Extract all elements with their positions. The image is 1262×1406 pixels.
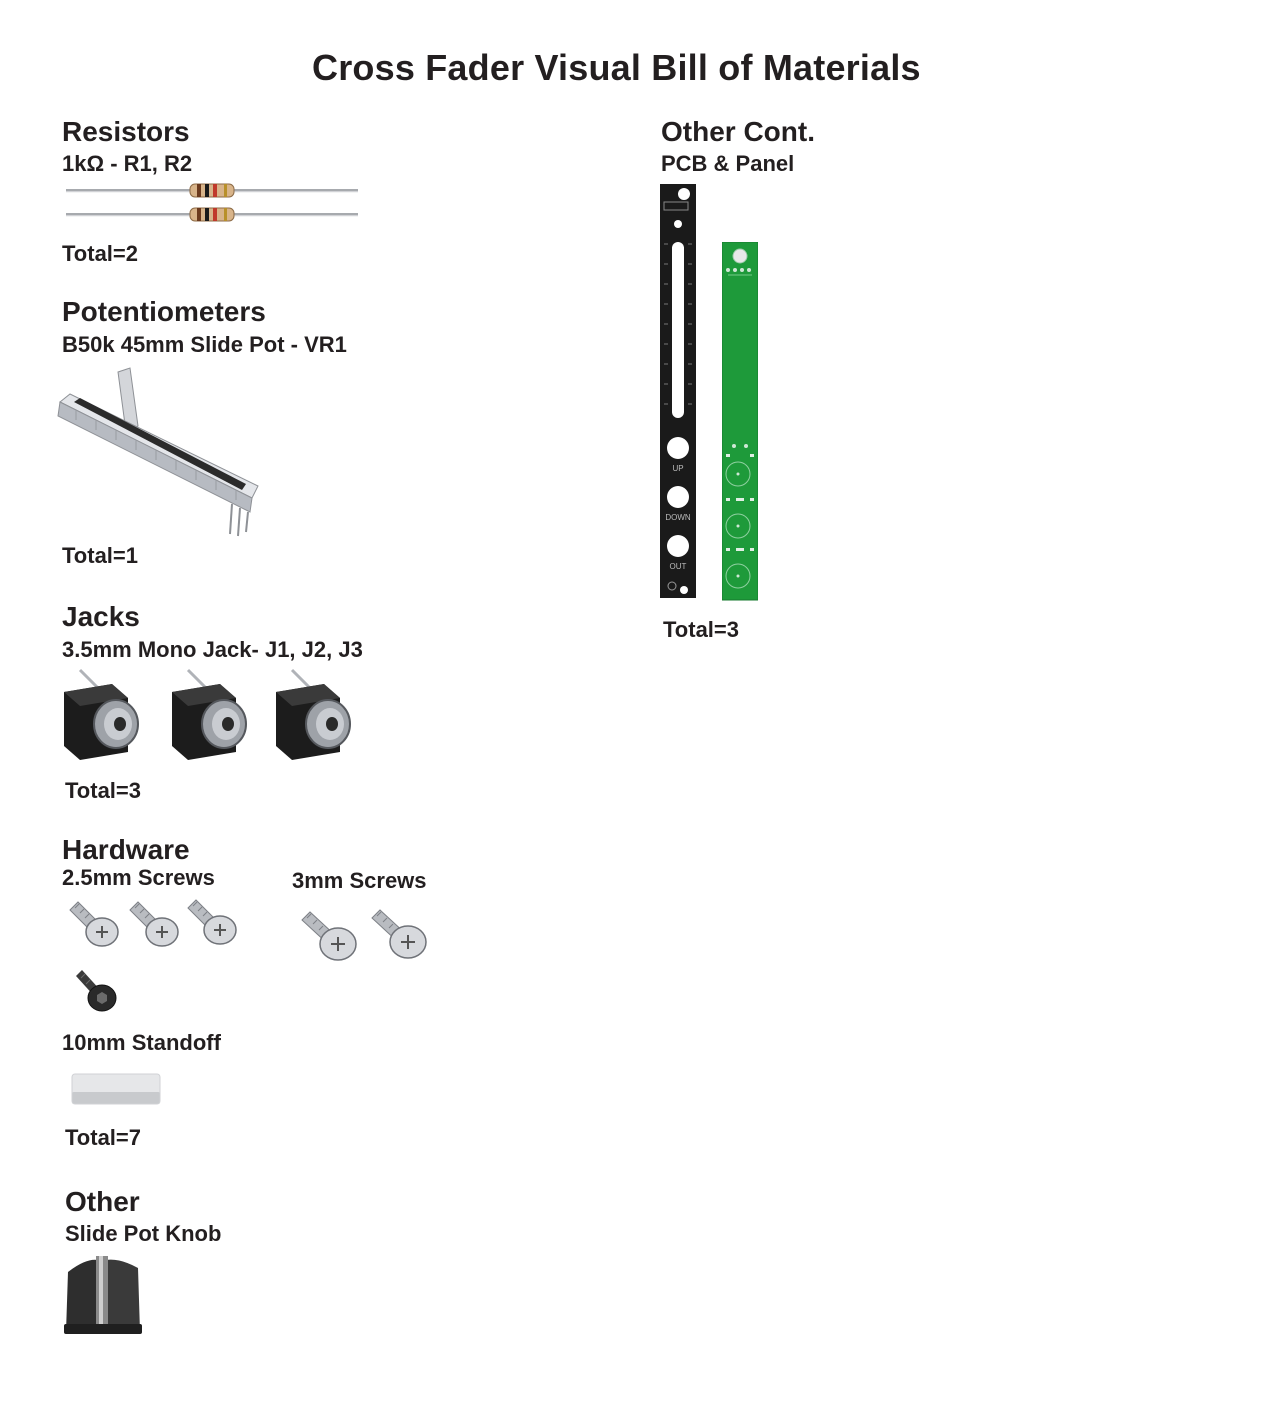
potentiometers-total: Total=1 <box>62 543 139 568</box>
jacks-total: Total=3 <box>65 778 142 803</box>
screw-icon <box>66 896 122 950</box>
panel-label-out: OUT <box>669 562 687 571</box>
mono-jack-icon <box>166 666 254 762</box>
screw-icon <box>298 904 360 966</box>
mono-jack-icon <box>58 666 146 762</box>
slide-potentiometer-icon <box>56 366 262 542</box>
resistors-total: Total=2 <box>62 241 139 266</box>
hex-screw-icon <box>72 966 122 1016</box>
standoff-icon <box>68 1064 166 1114</box>
other-cont-total: Total=3 <box>663 617 740 642</box>
hardware-total: Total=7 <box>65 1125 142 1150</box>
other-item: Slide Pot Knob <box>65 1221 222 1246</box>
jacks-item: 3.5mm Mono Jack- J1, J2, J3 <box>62 637 363 662</box>
screw-icon <box>126 896 182 950</box>
front-panel-icon <box>660 184 696 600</box>
hardware-heading: Hardware <box>62 834 190 865</box>
other-cont-heading: Other Cont. <box>661 116 815 147</box>
jacks-heading: Jacks <box>62 601 140 632</box>
screw-icon <box>368 902 430 964</box>
other-cont-item: PCB & Panel <box>661 151 795 176</box>
resistors-item: 1kΩ - R1, R2 <box>62 151 193 176</box>
resistor-icon <box>66 181 358 225</box>
pcb-icon <box>722 242 758 602</box>
resistors-heading: Resistors <box>62 116 190 147</box>
screw-icon <box>184 894 240 948</box>
other-heading: Other <box>65 1186 140 1217</box>
hardware-item-screws-2-5mm: 2.5mm Screws <box>62 865 215 890</box>
potentiometers-item: B50k 45mm Slide Pot - VR1 <box>62 332 347 357</box>
panel-label-down: DOWN <box>665 513 691 522</box>
slide-pot-knob-icon <box>62 1254 144 1336</box>
panel-label-up: UP <box>672 464 684 473</box>
hardware-item-screws-3mm: 3mm Screws <box>292 868 427 893</box>
mono-jack-icon <box>270 666 358 762</box>
hardware-item-standoff: 10mm Standoff <box>62 1030 221 1055</box>
page-title: Cross Fader Visual Bill of Materials <box>312 47 921 88</box>
potentiometers-heading: Potentiometers <box>62 296 266 327</box>
